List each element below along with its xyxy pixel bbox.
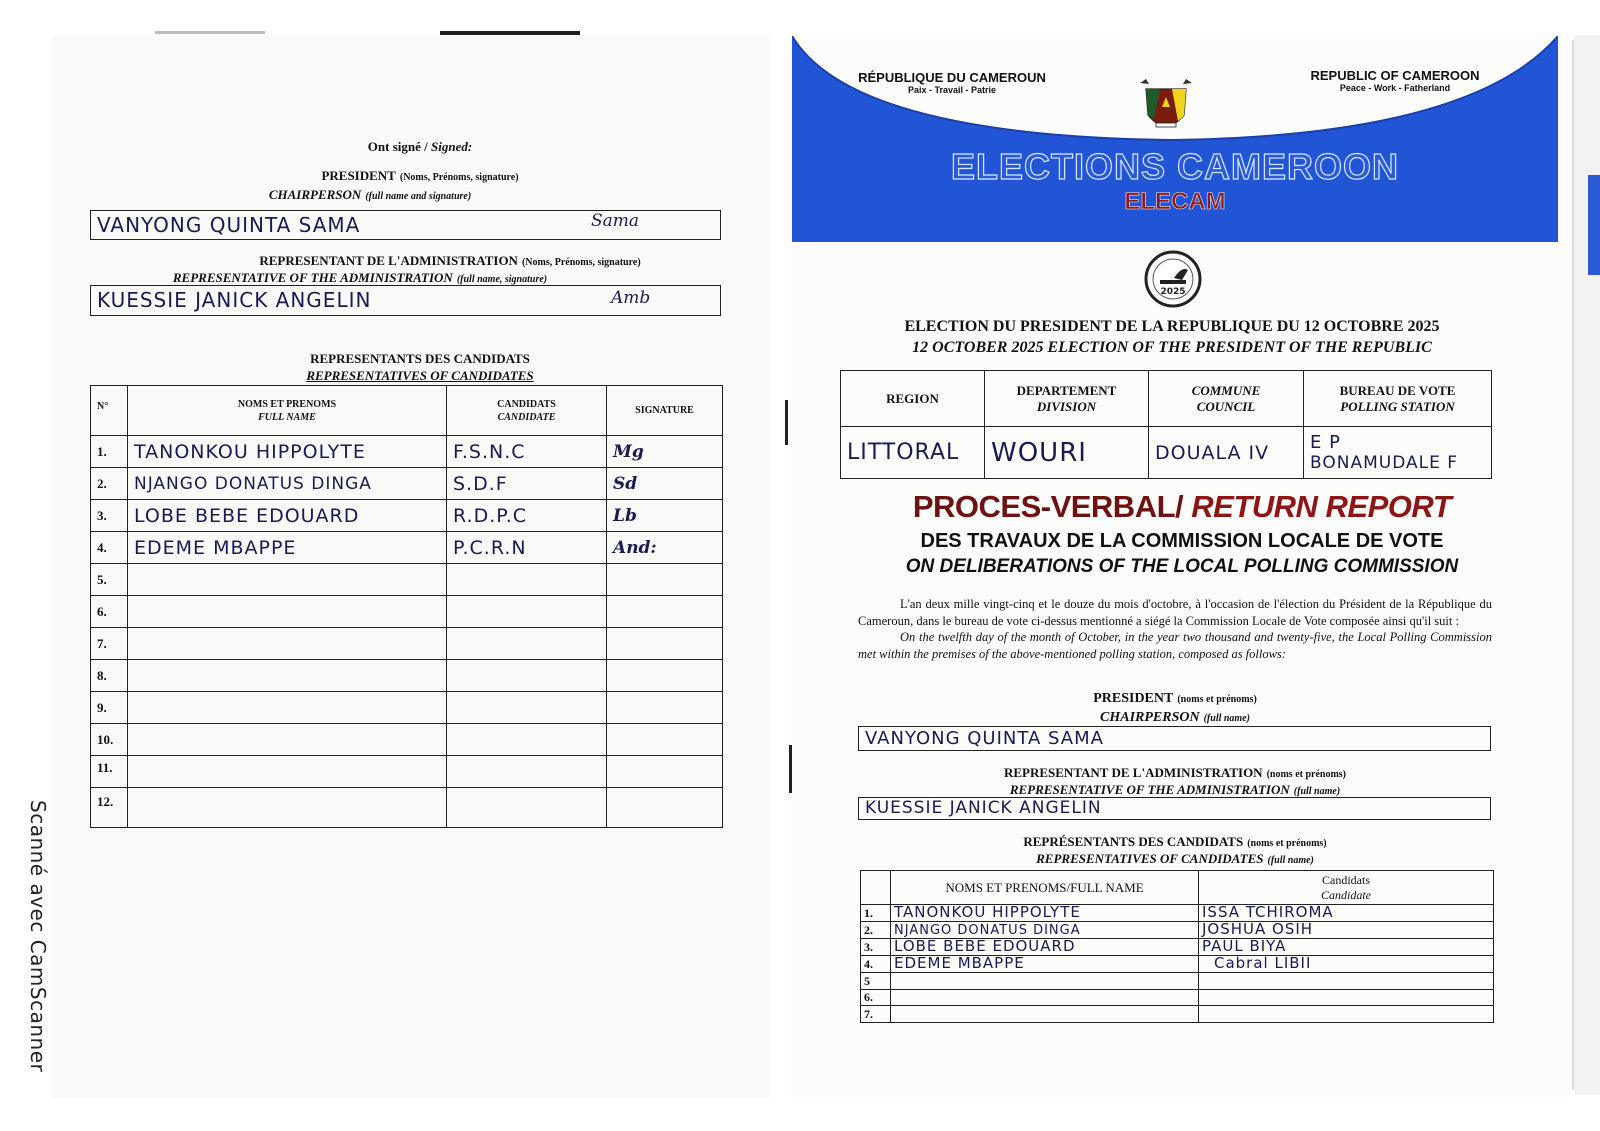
candidate-name: JOSHUA OSIH: [1202, 920, 1314, 938]
candidate-name: PAUL BIYA: [1202, 937, 1287, 955]
republic-en: [1290, 68, 1500, 93]
signed-heading-en: Signed:: [431, 139, 473, 154]
table-row: [861, 973, 1494, 990]
rp-president-label-note: (noms et prénoms): [1177, 694, 1257, 705]
chairperson-label-en: CHAIRPERSON: [268, 187, 362, 202]
candidate-cell[interactable]: [447, 532, 607, 564]
table-row: [841, 427, 1492, 479]
name-cell[interactable]: [891, 905, 1199, 922]
candidate-representatives-table: [860, 870, 1494, 1023]
candidate-cell[interactable]: [1199, 922, 1494, 939]
rp-candidates-heading-en-note: (full name): [1267, 855, 1314, 866]
admin-name-value: KUESSIE JANICK ANGELIN: [97, 288, 372, 312]
row-number: 4.: [91, 532, 128, 564]
council-cell[interactable]: [1149, 427, 1304, 479]
name-cell[interactable]: [891, 956, 1199, 973]
col-full-name: [128, 386, 447, 436]
col-region: [841, 371, 985, 427]
row-number: 3.: [91, 500, 128, 532]
candidate-party: S.D.F: [453, 472, 508, 495]
rp-admin-label-note: (noms et prénoms): [1266, 769, 1347, 780]
intro-paragraph: [858, 596, 1492, 662]
name-cell[interactable]: [891, 989, 1199, 1006]
row-number: 7.: [861, 1006, 891, 1023]
admin-signature: Amb: [611, 288, 651, 308]
row-number: 5: [861, 973, 891, 990]
table-row: [91, 436, 723, 468]
candidate-cell[interactable]: [1199, 989, 1494, 1006]
signed-heading-fr: Ont signé /: [367, 139, 432, 154]
admin-label-en-note: (full name, signature): [456, 274, 548, 285]
candidate-cell[interactable]: [447, 500, 607, 532]
col-polling-station: [1304, 371, 1492, 427]
president-name-field[interactable]: [90, 210, 721, 240]
signature-cell[interactable]: [607, 660, 723, 692]
table-row: [91, 564, 723, 596]
representative-name: EDEME MBAPPE: [134, 536, 297, 559]
table-row: [91, 468, 723, 500]
col-candidate-fr: Candidats: [1322, 872, 1370, 887]
col-division-en: DIVISION: [1036, 398, 1097, 414]
election-title-fr: ELECTION DU PRESIDENT DE LA REPUBLIQUE DU 12 OCTOBRE 2025: [904, 318, 1440, 335]
candidate-representatives-signature-table: [90, 385, 723, 828]
table-row: [861, 905, 1494, 922]
name-cell[interactable]: [128, 724, 447, 756]
row-number: 3.: [861, 939, 891, 956]
rp-admin-name-field[interactable]: [858, 797, 1491, 820]
col-full-name: NOMS ET PRENOMS/FULL NAME: [891, 871, 1199, 905]
row-number: 2.: [861, 922, 891, 939]
name-cell[interactable]: [891, 1006, 1199, 1023]
president-label: [90, 167, 750, 185]
president-signature: Sama: [591, 211, 640, 231]
president-label-fr: PRESIDENT: [321, 168, 396, 183]
signature-cell[interactable]: [607, 436, 723, 468]
polling-station-line1: E P: [1310, 431, 1341, 453]
representative-name: TANONKOU HIPPOLYTE: [894, 903, 1081, 921]
election-title-en: 12 OCTOBER 2025 ELECTION OF THE PRESIDENT OF THE REPUBLIC: [912, 339, 1432, 356]
row-number: 11.: [91, 756, 128, 788]
candidate-cell[interactable]: [1199, 1006, 1494, 1023]
signature-cell[interactable]: [607, 724, 723, 756]
representative-name: NJANGO DONATUS DINGA: [894, 923, 1081, 938]
signed-heading: [90, 139, 750, 155]
page-edge-mark: [789, 745, 792, 793]
candidate-party: R.D.P.C: [453, 504, 528, 527]
president-label-fr-note: (Noms, Prénoms, signature): [399, 172, 519, 183]
country-name-fr: RÉPUBLIQUE DU CAMEROUN: [858, 70, 1046, 85]
signature-cell[interactable]: [607, 500, 723, 532]
representative-name: LOBE BEBE EDOUARD: [894, 937, 1076, 955]
candidates-heading-en: REPRESENTATIVES OF CANDIDATES: [306, 368, 534, 383]
table-header-row: [91, 386, 723, 436]
scan-edge-artifact: [155, 31, 265, 34]
republic-fr: [842, 70, 1062, 95]
chairperson-label-en-note: (full name and signature): [365, 191, 472, 202]
polling-station-line2: BONAMUDALE F: [1310, 452, 1459, 473]
candidate-cell[interactable]: [447, 628, 607, 660]
rp-chairperson-label-en: CHAIRPERSON: [1100, 710, 1200, 725]
name-cell[interactable]: [128, 692, 447, 724]
table-row: [861, 989, 1494, 1006]
name-cell[interactable]: [891, 973, 1199, 990]
signature-mark: Mg: [613, 441, 644, 462]
candidate-party: P.C.R.N: [453, 536, 527, 559]
rp-admin-label-en: REPRESENTATIVE OF THE ADMINISTRATION: [1009, 782, 1290, 797]
admin-name-field[interactable]: [90, 285, 721, 316]
coat-of-arms-icon: [1134, 75, 1198, 139]
rp-president-name-field[interactable]: [858, 726, 1491, 751]
motto-fr: Paix - Travail - Patrie: [907, 85, 997, 95]
row-number: 10.: [91, 724, 128, 756]
table-row: [91, 628, 723, 660]
report-subtitle-en: ON DELIBERATIONS OF THE LOCAL POLLING COMMISSION: [905, 556, 1459, 577]
polling-location-table: [840, 370, 1492, 479]
table-row: [91, 532, 723, 564]
table-row: [91, 724, 723, 756]
candidate-cell[interactable]: [447, 788, 607, 828]
election-seal-icon: [1144, 250, 1202, 308]
name-cell[interactable]: [891, 922, 1199, 939]
rp-candidates-heading-fr: REPRÉSENTANTS DES CANDIDATS: [1023, 834, 1244, 849]
candidate-name: Cabral LIBII: [1214, 954, 1312, 972]
row-number: 8.: [91, 660, 128, 692]
chairperson-label: [90, 186, 650, 204]
admin-label-en: REPRESENTATIVE OF THE ADMINISTRATION: [172, 270, 453, 285]
seal-year: 2025: [1160, 287, 1186, 297]
signature-cell[interactable]: [607, 692, 723, 724]
col-polling-station-fr: BUREAU DE VOTE: [1339, 382, 1456, 398]
table-row: [91, 660, 723, 692]
table-row: [91, 788, 723, 828]
name-cell[interactable]: [128, 628, 447, 660]
row-number: 4.: [861, 956, 891, 973]
candidate-cell[interactable]: [447, 692, 607, 724]
rp-admin-name-value: KUESSIE JANICK ANGELIN: [865, 798, 1102, 818]
name-cell[interactable]: [128, 500, 447, 532]
table-row: [91, 692, 723, 724]
rp-admin-label-fr: REPRESENTANT DE L'ADMINISTRATION: [1003, 765, 1263, 780]
col-council: [1149, 371, 1304, 427]
region-cell[interactable]: [841, 427, 985, 479]
name-cell[interactable]: [128, 564, 447, 596]
table-row: [91, 756, 723, 788]
rp-president-label: [858, 689, 1492, 707]
intro-text-en: On the twelfth day of the month of October, in the year two thousand and twenty-five, the Local Polling Commission met within the premises of the above-mentioned polling station, composed as follows:: [858, 630, 1492, 661]
name-cell[interactable]: [128, 436, 447, 468]
rp-admin-label: [858, 764, 1492, 782]
rp-chairperson-label-note: (full name): [1203, 713, 1250, 724]
col-candidate-en: Candidate: [1321, 887, 1371, 902]
report-subtitle-fr: DES TRAVAUX DE LA COMMISSION LOCALE DE VOTE: [920, 530, 1444, 552]
col-division-fr: DEPARTEMENT: [1016, 382, 1117, 398]
col-region-label: REGION: [886, 390, 939, 406]
rp-candidates-heading: [858, 833, 1492, 851]
name-cell[interactable]: [128, 596, 447, 628]
row-number: 1.: [861, 905, 891, 922]
candidate-name: ISSA TCHIROMA: [1202, 903, 1334, 921]
name-cell[interactable]: [891, 939, 1199, 956]
row-number: 2.: [91, 468, 128, 500]
signature-mark: Sd: [613, 473, 638, 494]
region-value: LITTORAL: [847, 440, 960, 465]
council-value: DOUALA IV: [1155, 441, 1270, 464]
signature-cell[interactable]: [607, 628, 723, 660]
col-name-fr: NOMS ET PRENOMS: [237, 398, 337, 410]
table-row: [91, 596, 723, 628]
col-polling-station-en: POLLING STATION: [1340, 398, 1455, 414]
signature-cell[interactable]: [607, 788, 723, 828]
division-cell[interactable]: [985, 427, 1149, 479]
rp-candidates-heading-en-row: [858, 850, 1492, 868]
page-edge-mark: [785, 400, 788, 445]
candidate-cell[interactable]: [1199, 939, 1494, 956]
candidate-cell[interactable]: [447, 660, 607, 692]
representative-name: TANONKOU HIPPOLYTE: [134, 440, 366, 463]
division-value: WOURI: [991, 437, 1087, 468]
col-candidate: [447, 386, 607, 436]
report-title-en: RETURN REPORT: [1191, 489, 1452, 524]
row-number: 12.: [91, 788, 128, 828]
table-header-row: [841, 371, 1492, 427]
col-candidate: [1199, 871, 1494, 905]
admin-label: [140, 252, 760, 270]
row-number: 6.: [861, 989, 891, 1006]
candidates-heading-fr: REPRESENTANTS DES CANDIDATS: [310, 351, 530, 366]
rp-admin-label-en-note: (full name): [1293, 786, 1341, 797]
name-cell[interactable]: [128, 788, 447, 828]
table-row: [861, 956, 1494, 973]
col-signature: SIGNATURE: [607, 386, 723, 436]
col-candidate-en: CANDIDATE: [497, 411, 556, 423]
name-cell[interactable]: [128, 468, 447, 500]
scanner-watermark: Scanné avec CamScanner: [26, 800, 50, 1073]
table-row: [91, 500, 723, 532]
motto-en: Peace - Work - Fatherland: [1339, 83, 1451, 93]
candidate-cell[interactable]: [447, 436, 607, 468]
candidate-cell[interactable]: [447, 564, 607, 596]
elecam-acronym: ELECAM: [1124, 188, 1226, 215]
name-cell[interactable]: [128, 660, 447, 692]
signature-mark: And:: [613, 537, 657, 558]
candidate-cell[interactable]: [447, 596, 607, 628]
country-name-en: REPUBLIC OF CAMEROON: [1310, 68, 1480, 83]
president-name-value: VANYONG QUINTA SAMA: [97, 213, 361, 237]
scan-edge-artifact: [440, 31, 580, 35]
candidate-party: F.S.N.C: [453, 440, 526, 463]
representative-name: EDEME MBAPPE: [894, 954, 1025, 972]
representative-name: LOBE BEBE EDOUARD: [134, 504, 360, 527]
signature-cell[interactable]: [607, 564, 723, 596]
row-number: 1.: [91, 436, 128, 468]
table-header-row: [861, 871, 1494, 905]
row-number: 7.: [91, 628, 128, 660]
adjacent-page-blue-edge: [1588, 175, 1600, 275]
signature-mark: Lb: [613, 505, 637, 526]
signature-cell[interactable]: [607, 596, 723, 628]
report-title: [852, 489, 1512, 525]
col-division: [985, 371, 1149, 427]
row-number: 5.: [91, 564, 128, 596]
col-num: N°: [91, 386, 128, 436]
admin-label-fr: REPRESENTANT DE L'ADMINISTRATION: [259, 253, 518, 268]
rp-president-name-value: VANYONG QUINTA SAMA: [865, 728, 1104, 749]
candidate-cell[interactable]: [1199, 973, 1494, 990]
signature-cell[interactable]: [607, 532, 723, 564]
row-number: 6.: [91, 596, 128, 628]
rp-chairperson-label: [858, 708, 1492, 726]
rp-candidates-heading-en: REPRESENTATIVES OF CANDIDATES: [1036, 851, 1264, 866]
col-council-fr: COMMUNE: [1191, 382, 1261, 398]
col-num: [861, 871, 891, 905]
col-candidate-fr: CANDIDATS: [497, 398, 556, 410]
representative-name: NJANGO DONATUS DINGA: [134, 473, 372, 494]
candidate-cell[interactable]: [447, 756, 607, 788]
col-council-en: COUNCIL: [1196, 398, 1256, 414]
elecam-title: ELECTIONS CAMEROON: [950, 146, 1399, 187]
admin-label-fr-note: (Noms, Prénoms, signature): [521, 257, 641, 268]
table-row: [861, 1006, 1494, 1023]
signature-cell[interactable]: [607, 756, 723, 788]
rp-candidates-heading-note: (noms et prénoms): [1247, 838, 1327, 849]
name-cell[interactable]: [128, 756, 447, 788]
report-title-fr: PROCES-VERBAL/: [912, 489, 1192, 524]
signature-cell[interactable]: [607, 468, 723, 500]
candidate-cell[interactable]: [447, 468, 607, 500]
candidate-cell[interactable]: [1199, 905, 1494, 922]
table-row: [861, 922, 1494, 939]
rp-president-label-fr: PRESIDENT: [1093, 691, 1174, 706]
col-name-en: FULL NAME: [258, 411, 316, 423]
polling-station-cell[interactable]: [1304, 427, 1492, 479]
row-number: 9.: [91, 692, 128, 724]
table-row: [861, 939, 1494, 956]
candidate-cell[interactable]: [447, 724, 607, 756]
candidate-cell[interactable]: [1199, 956, 1494, 973]
intro-text-fr: L'an deux mille vingt-cinq et le douze du mois d'octobre, à l'occasion de l'élection du Président de la République du Cameroun, dans le bureau de vote ci-dessus mentionné a siégé la Commission Locale de Vote composée ainsi qu'il suit :: [858, 597, 1492, 628]
name-cell[interactable]: [128, 532, 447, 564]
